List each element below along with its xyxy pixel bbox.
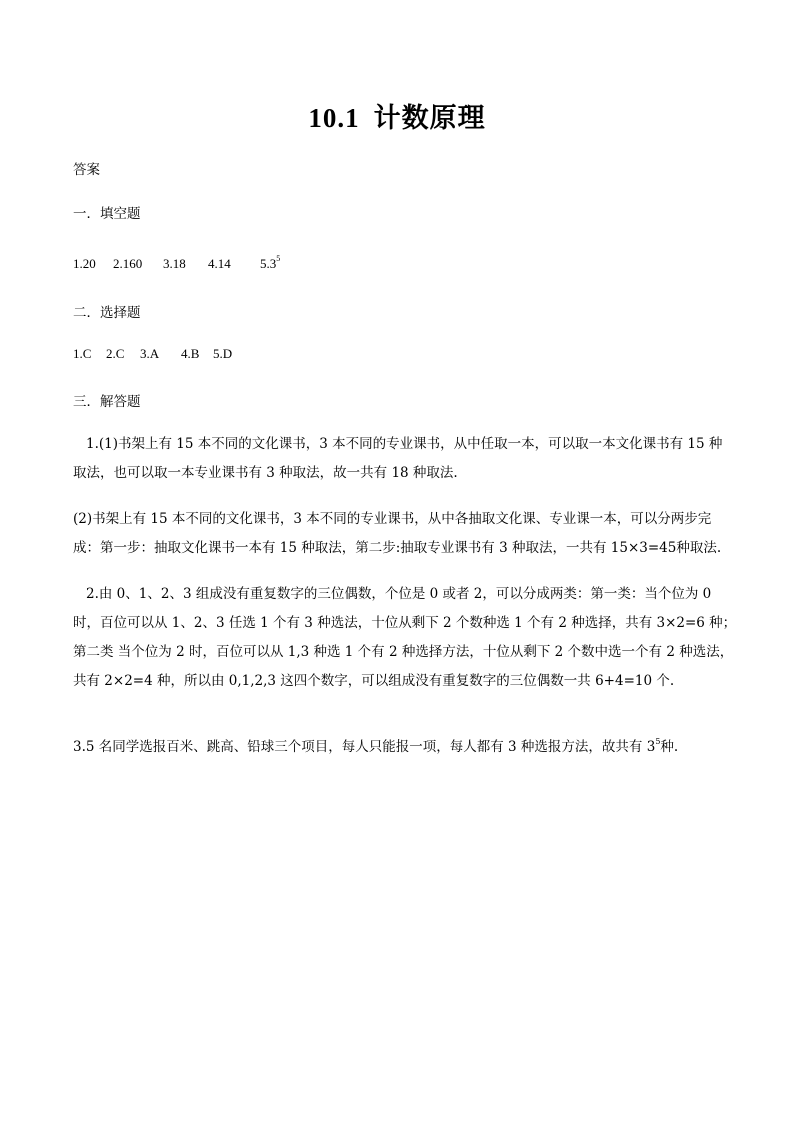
- answer-item: 2.C: [106, 346, 125, 361]
- text-line: (2)书架上有 15 本不同的文化课书，3 本不同的专业课书，从中各抽取文化课、专业课一本，可以分两步完: [73, 511, 712, 527]
- title-text: 计数原理: [373, 103, 486, 134]
- fill-in-answers: [73, 254, 280, 272]
- answer-item: 5.D: [213, 346, 233, 361]
- answer-item: [260, 254, 280, 272]
- text-line: 取法，也可以取一本专业课书有 3 种取法，故一共有 18 种取法.: [73, 465, 458, 481]
- solution-2: [73, 580, 737, 696]
- text-line: [73, 727, 733, 762]
- title-number: 10.1: [308, 103, 360, 133]
- text-line: 第二类 当个位为 2 时，百位可以从 1,3 种选 1 个有 2 种选择方法，十位从剩下 2 个数中选一个有 2 种选法，: [73, 644, 734, 660]
- page-title: [0, 96, 794, 135]
- exponent: 5: [655, 737, 661, 746]
- answer-item: 1.C: [73, 346, 92, 361]
- section3-heading: 三．解答题: [73, 394, 141, 410]
- text-line: 1.(1)书架上有 15 本不同的文化课书，3 本不同的专业课书，从中任取一本，可以取一本文化课书有 15 种: [86, 436, 723, 452]
- answer-item: 4.B: [181, 346, 200, 361]
- choice-answers: [73, 346, 232, 362]
- answers-label: 答案: [73, 162, 100, 178]
- text-line: 2.由 0、1、2、3 组成没有重复数字的三位偶数，个位是 0 或者 2，可以分成两类：第一类：当个位为 0: [86, 586, 712, 602]
- text-line: 成：第一步：抽取文化课书一本有 15 种取法，第二步:抽取专业课书有 3 种取法，一共有 15×3=45种取法.: [73, 540, 722, 556]
- exponent: 5: [276, 254, 281, 263]
- solution-1-part-1: [73, 430, 733, 488]
- text-segment: 种.: [660, 739, 679, 755]
- solution-3: [73, 727, 733, 762]
- text-line: 共有 2×2=4 种，所以由 0,1,2,3 这四个数字，可以组成没有重复数字的三位偶数一共 6+4=10 个.: [73, 673, 675, 689]
- section2-heading: 二．选择题: [73, 305, 141, 321]
- answer-item: 3.A: [140, 346, 160, 361]
- answer-item: 4.14: [208, 256, 231, 271]
- section1-heading: 一．填空题: [73, 206, 141, 222]
- answer-item: 3.18: [163, 256, 186, 271]
- solution-1-part-2: [73, 505, 733, 563]
- answer-item-base: 5.3: [260, 256, 277, 271]
- text-segment: 3.5 名同学选报百米、跳高、铅球三个项目，每人只能报一项，每人都有 3 种选报方法，故共有 3: [73, 739, 656, 755]
- answer-item: 2.160: [113, 256, 143, 271]
- answer-item: 1.20: [73, 256, 96, 271]
- text-line: 时，百位可以从 1、2、3 任选 1 个有 3 种选法，十位从剩下 2 个数种选 1 个有 2 种选择，共有 3×2=6 种；: [73, 615, 737, 631]
